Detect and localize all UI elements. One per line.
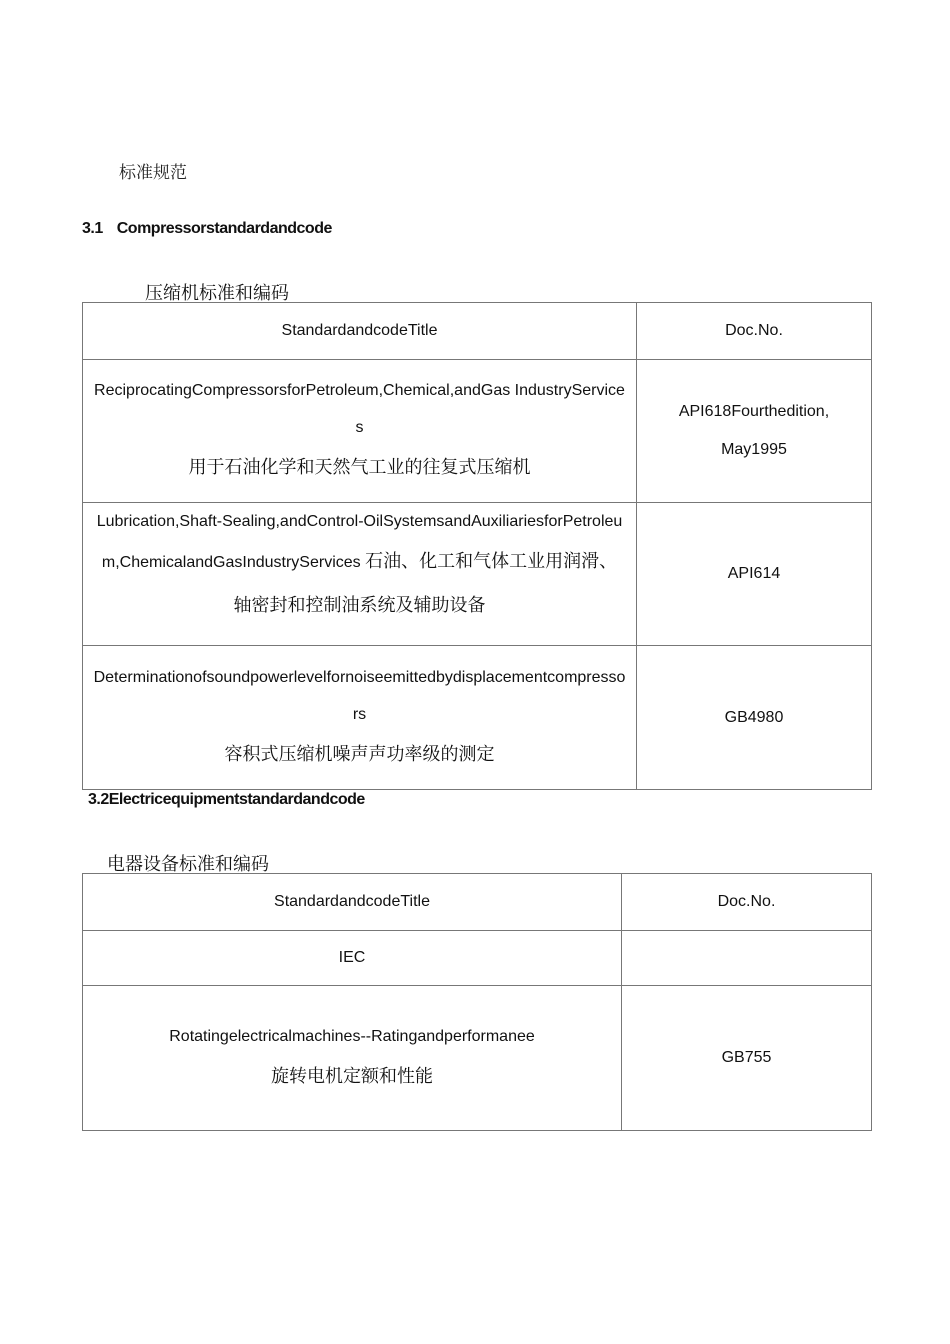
standard-title-zh: 石油、化工和气体工业用润滑、轴密封和控制油系统及辅助设备 <box>233 551 618 616</box>
standard-title-cell <box>83 986 622 1131</box>
table-row <box>83 931 872 986</box>
standard-title-en: Lubrication,Shaft-Sealing,andControl-OilSystemsandAuxiliariesforPetroleum,ChemicalandGasIndustryServices <box>96 513 623 571</box>
electric-standards-table <box>82 873 872 1131</box>
section-heading-compressor <box>82 220 332 238</box>
doc-number-cell <box>622 931 872 986</box>
column-header-doc-no: Doc.No. <box>622 874 872 931</box>
section-number: 3.1 <box>82 220 103 237</box>
section-number: 3.2 <box>88 791 109 808</box>
standard-title-en: IEC <box>83 931 622 986</box>
table-caption-compressor: 压缩机标准和编码 <box>145 283 289 304</box>
standard-title-clip <box>93 503 626 628</box>
table-header-row <box>83 303 872 360</box>
section-title: Electricequipmentstandardandcode <box>108 791 365 808</box>
section-heading-electric <box>88 791 365 809</box>
standard-title-en: Determinationofsoundpowerlevelfornoiseemittedbydisplacementcompressors <box>93 668 626 723</box>
standard-title-cell <box>83 646 637 790</box>
table-row <box>83 986 872 1131</box>
standard-title-cell <box>83 503 637 646</box>
standard-title-zh: 用于石油化学和天然气工业的往复式压缩机 <box>188 457 531 478</box>
standard-title-en: Rotatingelectricalmachines--Ratingandperformanee <box>169 1027 535 1045</box>
column-header-title: StandardandcodeTitle <box>83 874 622 931</box>
standard-title-cell <box>83 360 637 503</box>
doc-number-cell: GB755 <box>622 986 872 1131</box>
table-row <box>83 646 872 790</box>
column-header-title: StandardandcodeTitle <box>83 303 637 360</box>
standard-title-zh: 容积式压缩机噪声声功率级的测定 <box>224 743 495 765</box>
table-caption-electric: 电器设备标准和编码 <box>107 854 269 875</box>
table-row <box>83 503 872 646</box>
section-title: Compressorstandardandcode <box>116 220 332 237</box>
column-header-doc-no: Doc.No. <box>637 303 872 360</box>
table-row <box>83 360 872 503</box>
standard-title-en: ReciprocatingCompressorsforPetroleum,Chemical,andGas IndustryServices <box>94 382 625 436</box>
doc-number-cell: API618Fourthedition, May1995 <box>637 360 872 503</box>
compressor-standards-table <box>82 302 872 790</box>
doc-number-cell: API614 <box>637 503 872 646</box>
standard-title-zh: 旋转电机定额和性能 <box>271 1065 433 1087</box>
page-heading: 标准规范 <box>119 163 187 183</box>
table-header-row <box>83 874 872 931</box>
doc-number-cell: GB4980 <box>637 646 872 790</box>
